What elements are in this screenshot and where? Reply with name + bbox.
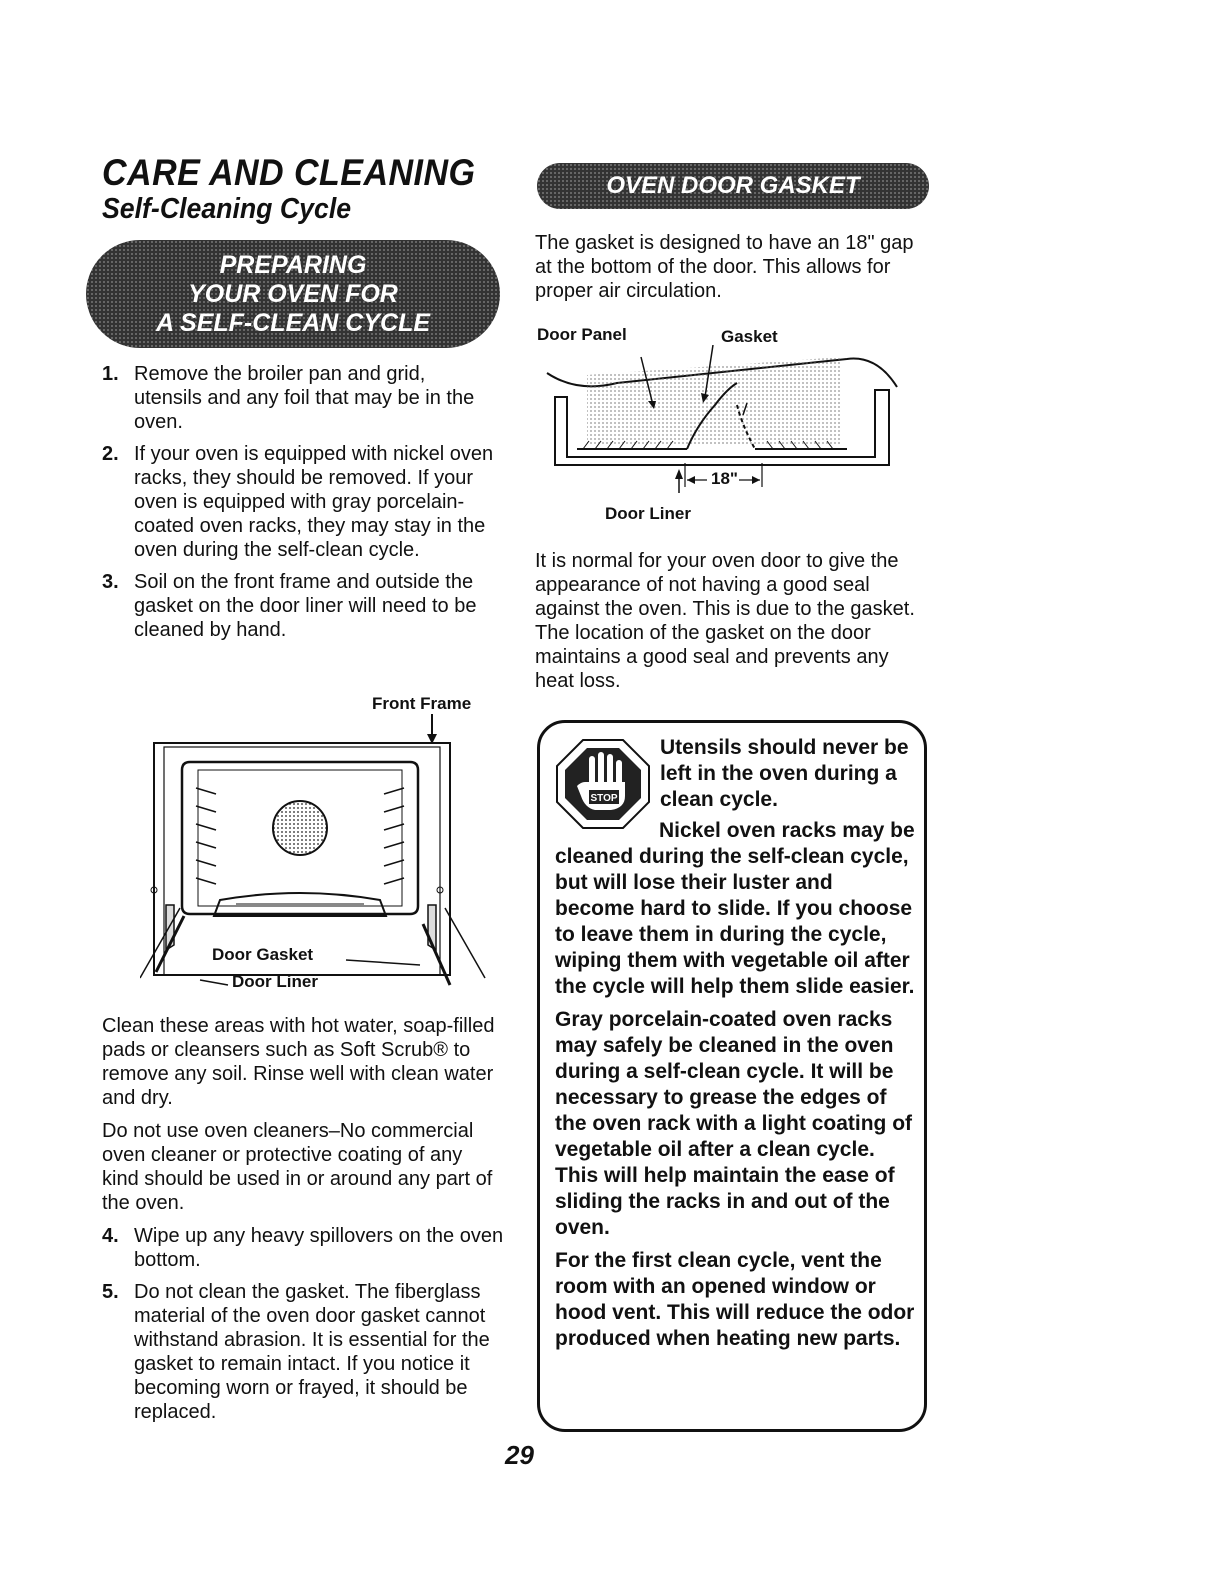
left-body [102,1014,504,1432]
step-text: Remove the broiler pan and grid, utensils and any foil that may be in the oven. [134,363,475,433]
warning-body [555,818,915,1359]
page-title: CARE AND CLEANING [102,152,476,193]
page-number: 29 [505,1440,534,1470]
step-number: 2. [102,443,119,465]
warning-nickel-racks: Nickel oven racks may be cleaned during the self-clean cycle, but will lose their luster and become hard to slide. If you choose to leave them in during the cycle, wiping them with vegetable oil after the cycle will help them slide easier. [555,819,915,998]
step-text: Do not clean the gasket. The fiberglass material of the oven door gasket cannot withstand abrasion. It is essential for the gasket to remain intact. If you notice it becoming worn or frayed, it should be replaced. [134,1281,490,1423]
warning-first-clean: For the first clean cycle, vent the room with an opened window or hood vent. This will reduce the odor produced when heating new parts. [555,1249,915,1350]
step-number: 4. [102,1225,119,1247]
section-label-oven-door-gasket: OVEN DOOR GASKET [537,163,929,209]
warning-lead: Utensils should never be left in the oven during a clean cycle. [660,736,909,811]
list-item [102,362,497,434]
door-panel-label: Door Panel [537,325,627,344]
door-gasket-label: Door Gasket [212,945,314,964]
gap-label: 18" [711,469,738,488]
step-number: 3. [102,571,119,593]
warning-porcelain-racks: Gray porcelain-coated oven racks may safely be cleaned in the oven during a self-clean cycle. It will be necessary to grease the edges of the oven rack with a light coating of vegetable oil after a clean cycle. This will help maintain the ease of sliding the racks in and out of the oven. [555,1008,913,1239]
step-number: 5. [102,1281,119,1303]
list-item [102,1224,504,1272]
oven-front-illustration [140,710,490,1000]
section-label-line: A SELF-CLEAN CYCLE [155,308,431,337]
step-text: If your oven is equipped with nickel oven racks, they should be removed. If your oven is equipped with gray porcelain-coated oven racks, they may stay in the oven during the self-clean cycle. [134,443,494,561]
cleaner-warning-paragraph: Do not use oven cleaners–No commercial oven cleaner or protective coating of any kind should be used in or around any part of the oven. [102,1120,493,1214]
front-frame-label: Front Frame [372,694,472,713]
stop-hand-icon [555,738,651,830]
door-liner-label-left: Door Liner [232,972,318,991]
gasket-body: It is normal for your oven door to give the appearance of not having a good seal against the oven. This is due to the gasket. The location of the gasket on the door maintains a good seal and prevents any heat loss. [535,550,915,692]
list-item [102,1280,504,1424]
step-number: 1. [102,363,119,385]
gasket-intro: The gasket is designed to have an 18" gap at the bottom of the door. This allows for proper air circulation. [535,232,914,302]
step-text: Wipe up any heavy spillovers on the oven bottom. [134,1225,504,1271]
cleaning-paragraph: Clean these areas with hot water, soap-filled pads or cleansers such as Soft Scrub® to remove any soil. Rinse well with clean water and dry. [102,1015,495,1109]
section-label-line: YOUR OVEN FOR [188,279,398,308]
list-item [102,442,497,562]
step-text: Soil on the front frame and outside the gasket on the door liner will need to be cleaned by hand. [134,571,477,641]
page-subtitle: Self-Cleaning Cycle [102,193,352,225]
section-label-preparing [86,240,500,348]
stop-icon-text: STOP [590,793,618,804]
steps-list-a [102,362,497,650]
section-label-line: PREPARING [219,250,367,279]
gasket-label: Gasket [721,327,778,346]
list-item [102,570,497,642]
door-liner-label-right: Door Liner [605,504,691,523]
